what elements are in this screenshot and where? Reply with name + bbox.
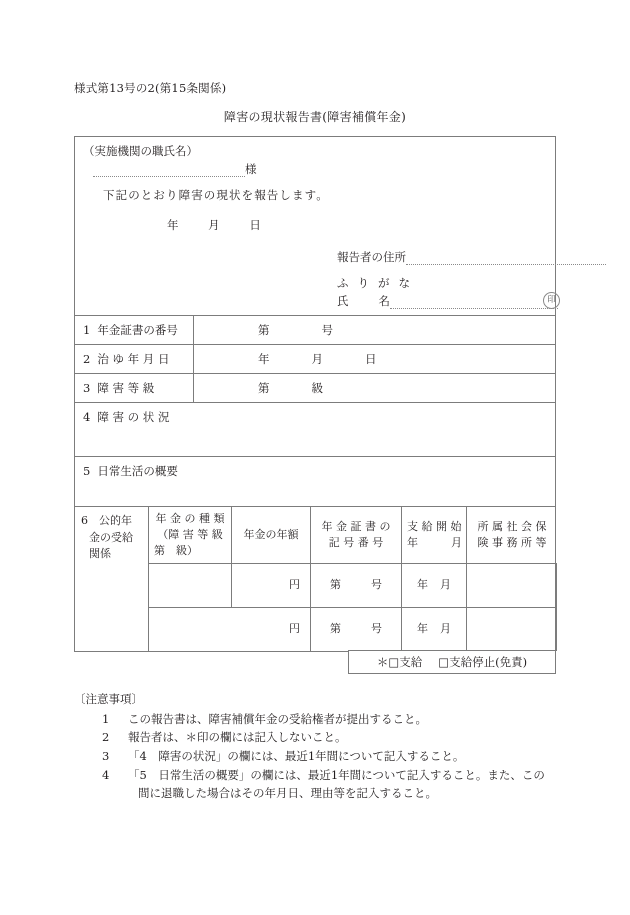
section6-row-header [75,507,149,651]
agency-name-label: （実施機関の職氏名） [83,144,198,158]
notes-section [74,690,584,803]
cell-month: 月 [440,578,451,592]
header-line-2: 記 号 番 号 [328,535,384,549]
page-title: 障害の現状報告書(障害補償年金) [223,110,407,124]
row-number: 3 [83,381,91,395]
row-number: 2 [83,352,91,366]
furigana-char-3: が [378,276,390,290]
cell-certificate-symbol-number[interactable] [311,563,402,607]
cell-year: 年 [417,578,428,592]
date-month-label: 月 [208,218,220,232]
list-item [102,766,584,803]
row-value-pension-certificate-number[interactable] [194,316,555,344]
section6-header-line-1: 6 公的年 [81,514,132,527]
name-label-mei: 名 [378,294,390,308]
date-year-label: 年 [167,218,179,232]
list-item [102,710,584,729]
note-text-wrapper [128,766,584,803]
column-header-annual-amount [232,507,311,563]
row-label-pension-certificate-number [75,316,194,344]
column-header-social-insurance-office [467,507,557,563]
cell-payment-start[interactable] [402,607,467,651]
cell-dai: 第 [330,622,341,636]
cell-month: 月 [440,622,451,636]
agency-name-dotted-line [93,165,245,177]
block-label-text: 日常生活の概要 [97,464,178,478]
section6-header-line-3: 関係 [89,547,111,560]
cell-social-insurance-office[interactable] [467,607,557,651]
agency-name-field[interactable] [93,161,257,177]
value-part-year: 年 [258,352,270,366]
row-label-text: 障 害 等 級 [97,381,155,395]
value-part-dai: 第 [258,381,270,395]
note-text: 報告者は、＊印の欄には記入しないこと。 [128,730,347,745]
header-line-2: 険 事 務 所 等 [477,535,547,549]
furigana-char-2: り [357,276,369,290]
furigana-label [337,275,419,291]
reporter-name-field[interactable] [337,292,560,309]
reporter-name-label [337,293,390,309]
block-number: 4 [83,410,91,424]
table-row [75,315,555,344]
column-header-payment-start [402,507,467,563]
value-part-gou: 号 [321,323,333,337]
value-part-month: 月 [311,352,323,366]
checkbox-payment[interactable]: □支給 [388,655,423,669]
notes-title: 〔注意事項〕 [74,692,143,706]
asterisk-mark: ＊ [376,655,389,669]
cell-annual-amount[interactable]: 円 [232,607,311,651]
cell-year: 年 [417,622,428,636]
date-day-label: 日 [249,218,261,232]
row-label-text: 年金証書の番号 [97,323,178,337]
note-text-continuation: 間に退職した場合はその年月日、理由等を記入すること。 [138,786,437,801]
honorific-sama: 様 [245,162,257,176]
form-code: 様式第13号の2(第15条関係) [74,81,227,95]
note-number: 2 [102,730,110,745]
header-line-1: 支 給 開 始 [407,519,462,533]
row-label-text: 治 ゆ 年 月 日 [97,352,170,366]
name-label-shi: 氏 [337,294,349,308]
checkbox-payment-suspended[interactable]: □支給停止(免責) [438,655,528,669]
header-line-1: 所 属 社 会 保 [477,519,547,533]
value-part-kyu: 級 [311,381,323,395]
furigana-char-1: ふ [337,276,349,290]
row-label-recovery-date [75,345,194,373]
row-number: 1 [83,323,91,337]
table-row [75,344,555,373]
row-value-disability-grade[interactable] [194,374,555,402]
header-line-2: 年 月 [407,535,462,549]
note-text: 「4 障害の状況」の欄には、最近1年間について記入すること。 [128,748,465,763]
cell-pension-type[interactable] [149,607,232,651]
reporter-name-dotted-line [390,297,558,309]
cell-certificate-symbol-number[interactable] [311,607,402,651]
row-value-recovery-date[interactable] [194,345,555,373]
public-pension-table [75,506,555,651]
column-header-certificate-symbol-number [311,507,402,563]
payment-status-box [348,650,556,674]
block-number: 5 [83,464,91,478]
table-row [75,373,555,402]
note-number: 3 [102,748,110,763]
note-text: この報告書は、障害補償年金の受給権者が提出すること。 [128,711,427,726]
header-line-3: 第 級） [154,543,198,557]
seal-stamp-icon: 印 [543,292,560,309]
cell-social-insurance-office[interactable] [467,563,557,607]
row-label-disability-grade [75,374,194,402]
block-label-text: 障 害 の 状 況 [97,410,170,424]
cell-dai: 第 [330,578,341,592]
section6-header-line-2: 金の受給 [89,530,133,544]
report-date-field[interactable] [167,217,261,233]
header-line-1: 年金の年額 [243,527,299,541]
note-number: 1 [102,711,110,726]
report-statement: 下記のとおり障害の現状を報告します。 [103,188,329,202]
block-daily-life-summary[interactable] [75,456,555,506]
cell-pension-type[interactable] [149,563,232,607]
reporter-address-dotted-line [406,253,606,265]
header-line-1: 年 金 証 書 の [321,519,391,533]
value-part-day: 日 [365,352,377,366]
cell-gou: 号 [371,578,382,592]
intro-block [75,137,555,315]
list-item [102,728,584,747]
furigana-char-4: な [398,276,410,290]
note-number: 4 [102,767,110,782]
cell-gou: 号 [371,622,382,636]
cell-annual-amount[interactable]: 円 [232,563,311,607]
note-text: 「5 日常生活の概要」の欄には、最近1年間について記入すること。また、この [128,767,545,782]
form-frame [74,136,556,652]
column-header-pension-type [149,507,232,563]
value-part-dai: 第 [258,323,270,337]
cell-payment-start[interactable] [402,563,467,607]
header-line-2: （障 害 等 級 [157,527,223,541]
header-line-1: 年 金 の 種 類 [155,512,225,525]
block-disability-condition[interactable] [75,402,555,456]
list-item [102,747,584,766]
reporter-address-label: 報告者の住所 [337,250,406,264]
reporter-address-field[interactable] [337,249,606,265]
